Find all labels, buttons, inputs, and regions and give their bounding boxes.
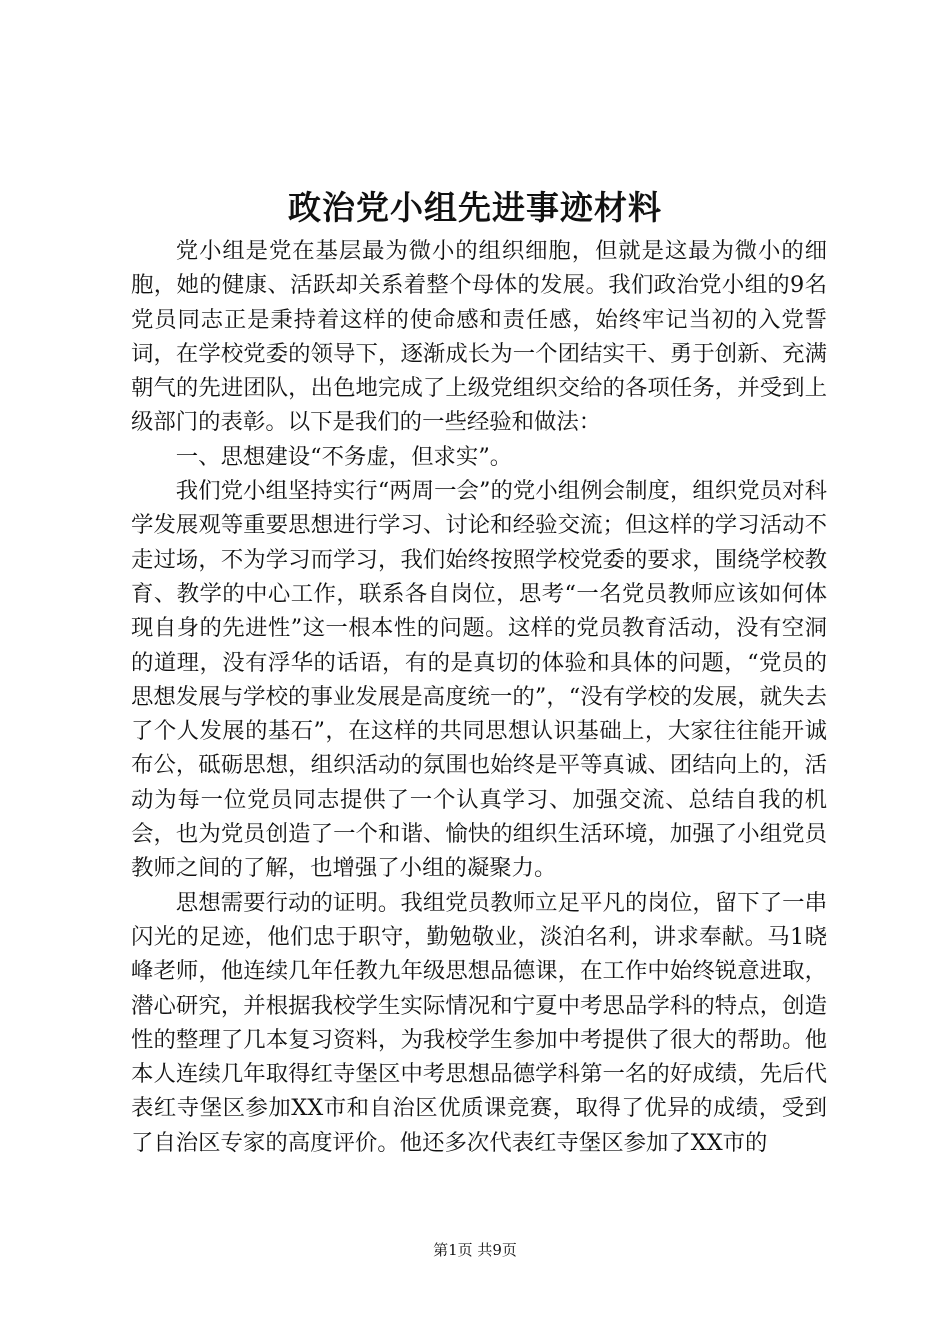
paragraph: 党小组是党在基层最为微小的组织细胞，但就是这最为微小的细胞，她的健康、活跃却关系着整个母体的发展。我们政治党小组的9名党员同志正是秉持着这样的使命感和责任感，始终牢记当初的入党誓词，在学校党委的领导下，逐渐成长为一个团结实干、勇于创新、充满朝气的先进团队，出色地完成了上级党组织交给的各项任务，并受到上级部门的表彰。以下是我们的一些经验和做法： — [131, 238, 827, 436]
paragraph: 思想需要行动的证明。我组党员教师立足平凡的岗位，留下了一串闪光的足迹，他们忠于职守，勤勉敬业，淡泊名利，讲求奉献。马1晓峰老师，他连续几年任教九年级思想品德课，在工作中始终锐意进取，潜心研究，并根据我校学生实际情况和宁夏中考思品学科的特点，创造性的整理了几本复习资料，为我校学生参加中考提供了很大的帮助。他本人连续几年取得红寺堡区中考思想品德学科第一名的好成绩，先后代表红寺堡区参加XX市和自治区优质课竞赛，取得了优异的成绩，受到了自治区专家的高度评价。他还多次代表红寺堡区参加了XX市的 — [131, 889, 827, 1156]
page-title: 政治党小组先进事迹材料 — [288, 188, 662, 227]
document-body — [131, 234, 827, 1160]
page-footer: 第1页 共9页 — [433, 1241, 517, 1259]
paragraph: 我们党小组坚持实行“两周一会”的党小组例会制度，组织党员对科学发展观等重要思想进行学习、讨论和经验交流；但这样的学习活动不走过场，不为学习而学习，我们始终按照学校党委的要求，围绕学校教育、教学的中心工作，联系各自岗位，思考“一名党员教师应该如何体现自身的先进性”这一根本性的问题。这样的党员教育活动，没有空洞的道理，没有浮华的话语，有的是真切的体验和具体的问题，“党员的思想发展与学校的事业发展是高度统一的”，“没有学校的发展，就失去了个人发展的基石”，在这样的共同思想认识基础上，大家往往能开诚布公，砥砺思想，组织活动的氛围也始终是平等真诚、团结向上的，活动为每一位党员同志提供了一个认真学习、加强交流、总结自我的机会，也为党员创造了一个和谐、愉快的组织生活环境，加强了小组党员教师之间的了解，也增强了小组的凝聚力。 — [131, 478, 827, 882]
section-heading: 一、思想建设“不务虚，但求实”。 — [175, 443, 513, 470]
